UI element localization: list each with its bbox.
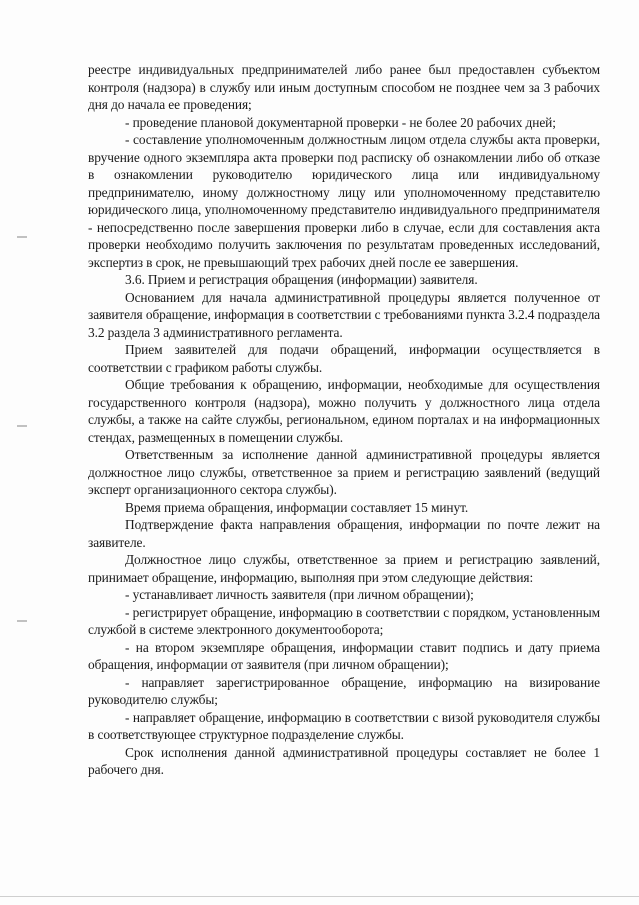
list-item: - на втором экземпляре обращения, информации ставит подпись и дату приема обращения, информации от заявителя (при личном обращении); bbox=[88, 639, 600, 672]
list-item: - устанавливает личность заявителя (при личном обращении); bbox=[125, 587, 474, 602]
paragraph: Время приема обращения, информации составляет 15 минут. bbox=[125, 499, 469, 515]
list-item: - направляет обращение, информацию в соответствии с визой руководителя службы в соответствующее структурное подразделение службы. bbox=[88, 709, 600, 742]
margin-scan-mark bbox=[17, 425, 27, 427]
margin-scan-mark bbox=[17, 620, 27, 622]
paragraph: Общие требования к обращению, информации, необходимые для осуществления государственного контроля (надзора), можно получить у должностного лица отдела службы, а также на сайте службы, региональном, едином порталах и на информационных стендах, размещенных в помещении службы. bbox=[88, 377, 600, 445]
paragraph: Ответственным за исполнение данной административной процедуры является должностное лицо службы, ответственное за прием и регистрацию заявлений (ведущий эксперт организационного сектора службы). bbox=[88, 447, 600, 497]
section-heading: 3.6. Прием и регистрация обращения (информации) заявителя. bbox=[125, 272, 478, 287]
paragraph: Должностное лицо службы, ответственное за прием и регистрацию заявлений, принимает обращение, информацию, выполняя при этом следующие действия: bbox=[88, 552, 600, 585]
paragraph: Срок исполнения данной административной процедуры составляет не более 1 рабочего дня. bbox=[88, 744, 600, 777]
document-body bbox=[88, 61, 600, 779]
paragraph: Подтверждение факта направления обращения, информации по почте лежит на заявителе. bbox=[88, 517, 600, 550]
paragraph: Прием заявителей для подачи обращений, информации осуществляется в соответствии с графиком работы службы. bbox=[88, 342, 600, 375]
list-item: - регистрирует обращение, информацию в соответствии с порядком, установленным службой в системе электронного документооборота; bbox=[88, 604, 600, 637]
paragraph: - проведение плановой документарной проверки - не более 20 рабочих дней; bbox=[125, 114, 556, 130]
margin-scan-mark bbox=[17, 236, 27, 238]
list-item: - направляет зарегистрированное обращение, информацию на визирование руководителю службы; bbox=[88, 674, 600, 707]
paragraph: реестре индивидуальных предпринимателей либо ранее был предоставлен субъектом контроля (надзора) в службу или иным доступным способом не позднее чем за 3 рабочих дня до начала ее проведения; bbox=[88, 62, 600, 112]
paragraph: - составление уполномоченным должностным лицом отдела службы акта проверки, вручение одного экземпляра акта проверки под расписку об ознакомлении либо об отказе в ознакомлении руководителю юридического лица или индивидуальному предпринимателю, иному должностному лицу или уполномоченному представителю юридического лица, уполномоченному представителю индивидуального предпринимателя - непосредственно после завершения проверки либо в случае, если для составления акта проверки необходимо получить заключения по результатам проведенных исследований, экспертиз в срок, не превышающий трех рабочих дней после ее завершения. bbox=[88, 132, 600, 270]
paragraph: Основанием для начала административной процедуры является полученное от заявителя обращение, информация в соответствии с требованиями пункта 3.2.4 подраздела 3.2 раздела 3 административного регламента. bbox=[88, 289, 600, 340]
scan-edge bbox=[0, 896, 639, 897]
